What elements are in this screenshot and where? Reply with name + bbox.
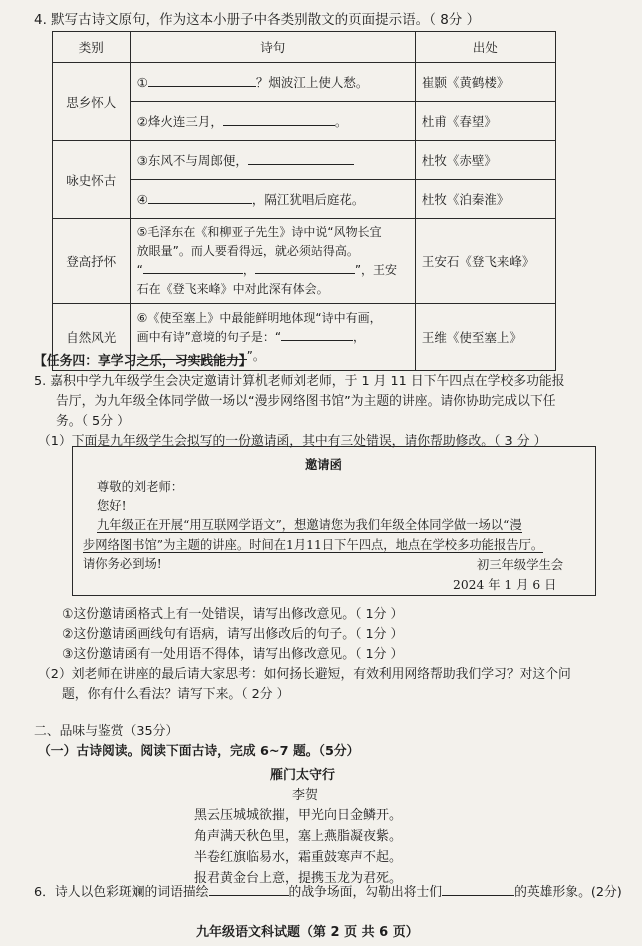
- answer-blank[interactable]: [148, 191, 252, 204]
- header-category: 类别: [53, 32, 131, 63]
- poem-line: 报君黄金台上意，提携玉龙为君死。: [194, 871, 403, 886]
- verse-prefix: ③东风不与周郎便，: [136, 152, 248, 168]
- verse-suffix: ”，王安: [354, 263, 398, 277]
- source-cell: 崔颢《黄鹤楼》: [415, 63, 555, 102]
- source-cell: 杜甫《春望》: [415, 102, 555, 141]
- question-5-sub-2: （2）刘老师在讲座的最后请大家思考：如何扬长避短，有效利用网络帮助我们学习？对这个问: [38, 667, 571, 682]
- category-cell: 思乡怀人: [53, 63, 131, 141]
- verse-line: ⑥《使至塞上》中最能鲜明地体现“诗中有画，: [136, 310, 382, 325]
- section-2-heading: 二、品味与鉴赏（35分）: [34, 724, 179, 739]
- answer-blank[interactable]: [281, 328, 353, 341]
- poem-table: [52, 31, 556, 371]
- verse-suffix: ？烟波江上使人愁。: [255, 74, 369, 90]
- verse-line: 画中有诗”意境的句子是：“: [136, 329, 282, 344]
- verse-suffix: ，隔江犹唱后庭花。: [251, 191, 365, 207]
- header-source: 出处: [415, 32, 555, 63]
- sub-item: ③这份邀请函有一处用语不得体，请写出修改意见。（ 1分 ）: [62, 647, 404, 662]
- part-1-heading: （一）古诗阅读。阅读下面古诗，完成 6~7 题。（5分）: [38, 744, 360, 759]
- sub-item: ②这份邀请函画线句有语病，请写出修改后的句子。（ 1分 ）: [62, 627, 404, 642]
- question-5-sub-1: （1）下面是九年级学生会拟写的一份邀请函，其中有三处错误，请你帮助修改。（ 3 分 ）: [38, 434, 547, 449]
- category-cell: 咏史怀古: [53, 141, 131, 219]
- letter-body: [97, 515, 522, 533]
- header-verse: 诗句: [130, 32, 415, 63]
- source-cell: 杜牧《泊秦淮》: [415, 180, 555, 219]
- answer-blank[interactable]: [148, 74, 256, 87]
- letter-date: 2024 年 1 月 6 日: [453, 578, 557, 592]
- poem-line: 半卷红旗临易水，霜重鼓寒声不起。: [194, 850, 403, 865]
- question-6-part: 的英雄形象。(2分): [514, 885, 622, 900]
- question-5-line: 5. 嘉积中学九年级学生会决定邀请计算机老师刘老师，于 1 月 11 日下午四点在学校多功能报: [34, 374, 565, 389]
- letter-body: 请你务必到场!: [83, 557, 162, 571]
- letter-hello: 您好!: [97, 499, 127, 513]
- letter-body: [83, 535, 543, 553]
- source-cell: 王安石《登飞来峰》: [415, 219, 555, 304]
- question-6-part: 的战争场面，勾勒出将士们: [288, 885, 443, 900]
- underlined-sentence: 步网络图书馆”为主题的讲座。时间在1月11日下午四点，地点在学校多功能报告厅。: [83, 538, 544, 552]
- answer-blank[interactable]: [442, 883, 514, 896]
- verse-suffix: ”。: [246, 348, 265, 363]
- question-6: [34, 883, 622, 903]
- letter-greeting: 尊敬的刘老师：: [97, 480, 184, 494]
- table-row: 登高抒怀 ⑤毛泽东在《和柳亚子先生》诗中说“风物长宜 放眼量”。而人要看得远，就必须站得高。 “ ， ”，王安 石在《登飞来峰》中对此深有体会。 王安石《登飞来峰》: [53, 219, 556, 304]
- verse-prefix: ①: [136, 74, 148, 90]
- verse-line: ⑤毛泽东在《和柳亚子先生》诗中说“风物长宜: [136, 225, 382, 239]
- verse-prefix: ④: [136, 191, 148, 207]
- task-4-heading: 【任务四：享学习之乐，习实践能力】: [34, 354, 252, 369]
- answer-blank[interactable]: [223, 113, 335, 126]
- verse-line: 石在《登飞来峰》中对此深有体会。: [136, 282, 329, 296]
- invitation-letter: [72, 446, 596, 596]
- answer-blank[interactable]: [248, 152, 354, 165]
- question-5-line: 告厅，为九年级全体同学做一场以“漫步网络图书馆”为主题的讲座。请你协助完成以下任: [56, 394, 556, 409]
- question-4-title: 4. 默写古诗文原句，作为这本小册子中各类别散文的页面提示语。（ 8分 ）: [34, 12, 481, 28]
- answer-blank[interactable]: [143, 261, 243, 274]
- poem-line: 角声满天秋色里，塞上燕脂凝夜紫。: [194, 829, 403, 844]
- source-cell: 王维《使至塞上》: [415, 304, 555, 371]
- verse-suffix: ，: [353, 329, 366, 344]
- category-cell: 登高抒怀: [53, 219, 131, 304]
- question-5-sub-2: 题，你有什么看法？请写下来。（ 2分 ）: [62, 687, 290, 702]
- poem-line: 黑云压城城欲摧，甲光向日金鳞开。: [194, 808, 403, 823]
- category-cell: 自然风光: [53, 304, 131, 371]
- poem-title: 雁门太守行: [270, 768, 336, 783]
- table-row: [53, 63, 556, 102]
- answer-blank[interactable]: [209, 883, 289, 896]
- sub-item: ①这份邀请函格式上有一处错误，请写出修改意见。（ 1分 ）: [62, 607, 404, 622]
- answer-blank[interactable]: [255, 261, 355, 274]
- letter-title: 邀请函: [305, 457, 342, 472]
- table-row: [53, 141, 556, 180]
- question-5-line: 务。（ 5分 ）: [56, 414, 130, 429]
- question-6-part: 6．诗人以色彩斑斓的词语描绘: [34, 885, 209, 900]
- letter-signer: 初三年级学生会: [477, 558, 564, 572]
- page-footer: 九年级语文科试题（第 2 页 共 6 页）: [196, 925, 419, 940]
- source-cell: 杜牧《赤壁》: [415, 141, 555, 180]
- verse-suffix: 。: [334, 113, 348, 129]
- verse-prefix: ②烽火连三月，: [136, 113, 223, 129]
- poem-author: 李贺: [292, 788, 319, 803]
- verse-line: 放眼量”。而人要看得远，就必须站得高。: [136, 244, 359, 258]
- underlined-sentence: 九年级正在开展“用互联网学语文”，想邀请您为我们年级全体同学做一场以“漫: [97, 518, 522, 532]
